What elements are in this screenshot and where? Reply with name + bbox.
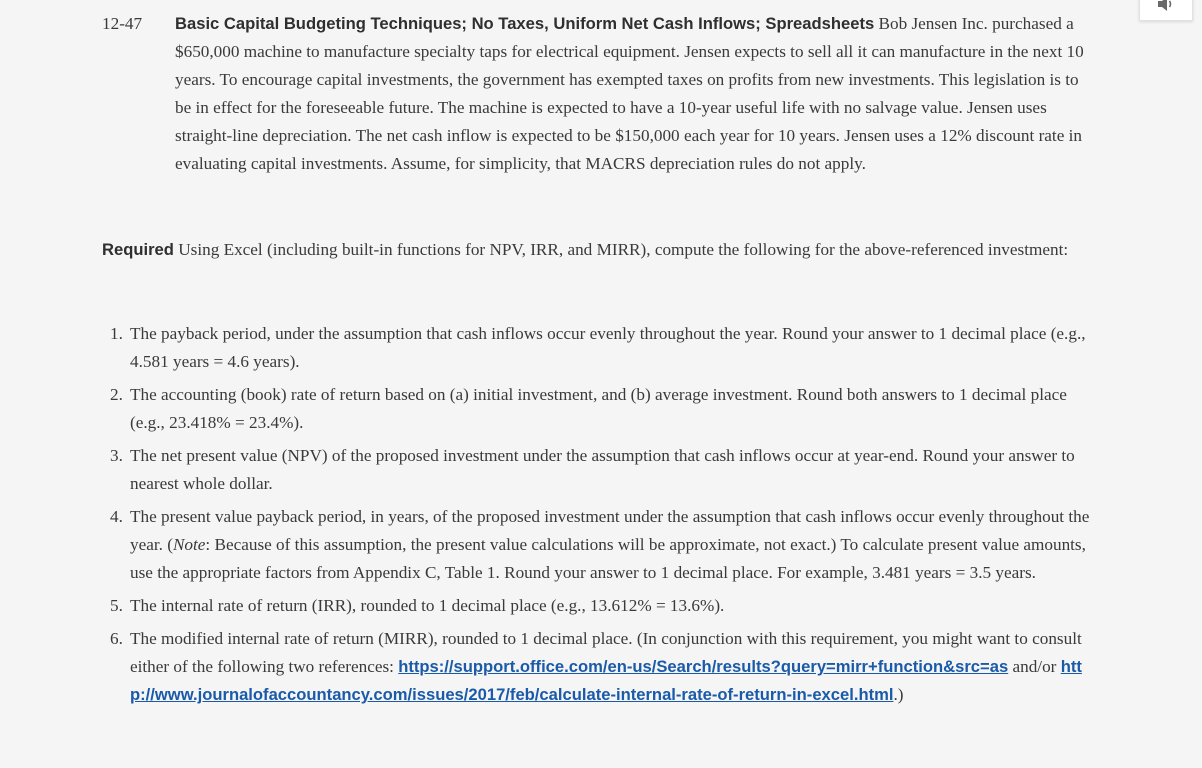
audio-button[interactable]	[1139, 0, 1193, 21]
problem-text: Bob Jensen Inc. purchased a $650,000 machine to manufacture specialty taps for electrical equipment. Jensen expects to sell all it can manufacture in the next 10 years. To encourage capital investments, the government has exempted taxes on profits from new investments. This legislation is to be in effect for the foreseeable future. The machine is expected to have a 10-year useful life with no salvage value. Jensen uses straight-line depreciation. The net cash inflow is expected to be $150,000 each year for 10 years. Jensen uses a 12% discount rate in evaluating capital investments. Assume, for simplicity, that MACRS depreciation rules do not apply.	[175, 14, 1084, 173]
item-text: The net present value (NPV) of the proposed investment under the assumption that cash inflows occur at year-end. Round your answer to nearest whole dollar.	[130, 446, 1075, 493]
item-text-part-a: The modified internal rate of return (MIRR), rounded to 1 decimal place. (In conjunction with this requirement, you might want to consult either of the following two references:	[130, 629, 1082, 676]
office-support-link[interactable]: https://support.office.com/en-us/Search/results?query=mirr+function&src=as	[398, 657, 1009, 676]
link-connector: and/or	[1008, 657, 1061, 676]
problem-title: Basic Capital Budgeting Techniques; No Taxes, Uniform Net Cash Inflows; Spreadsheets	[175, 14, 875, 33]
item-text: The accounting (book) rate of return based on (a) initial investment, and (b) average investment. Round both answers to 1 decimal place (e.g., 23.418% = 23.4%).	[130, 385, 1067, 432]
list-item	[102, 503, 1102, 587]
item-text: The payback period, under the assumption that cash inflows occur evenly throughout the year. Round your answer to 1 decimal place (e.g., 4.581 years = 4.6 years).	[130, 324, 1086, 371]
speaker-icon	[1157, 0, 1175, 11]
list-item	[102, 442, 1102, 498]
item-number: 4.	[110, 507, 123, 526]
note-label: Note	[172, 535, 206, 554]
required-label: Required	[102, 240, 174, 259]
item-number: 6.	[110, 629, 123, 648]
list-item	[102, 381, 1102, 437]
item-text: The internal rate of return (IRR), rounded to 1 decimal place (e.g., 13.612% = 13.6%).	[130, 596, 725, 615]
item-text-part-a: The present value payback period, in years, of the proposed investment under the assumption that cash inflows occur evenly throughout the year. (	[130, 507, 1090, 554]
problem-number: 12-47	[102, 14, 143, 33]
required-text: Using Excel (including built-in functions for NPV, IRR, and MIRR), compute the following for the above-referenced investment:	[178, 240, 1069, 259]
item-number: 1.	[110, 324, 123, 343]
list-item	[102, 320, 1102, 376]
item-number: 2.	[110, 385, 123, 404]
item-text-end: .)	[893, 685, 904, 704]
required-paragraph	[102, 236, 1092, 264]
item-text-part-b: : Because of this assumption, the present value calculations will be approximate, not exact.) To calculate present value amounts, use the appropriate factors from Appendix C, Table 1. Round your answer to 1 decimal place. For example, 3.481 years = 3.5 years.	[130, 535, 1086, 582]
problem-statement	[102, 10, 1092, 178]
list-item	[102, 625, 1102, 709]
list-item	[102, 592, 1102, 620]
journal-of-accountancy-link[interactable]: http://www.journalofaccountancy.com/issues/2017/feb/calculate-internal-rate-of-return-in-excel.html	[130, 657, 1082, 704]
item-number: 3.	[110, 446, 123, 465]
requirements-list	[102, 320, 1102, 714]
item-number: 5.	[110, 596, 123, 615]
